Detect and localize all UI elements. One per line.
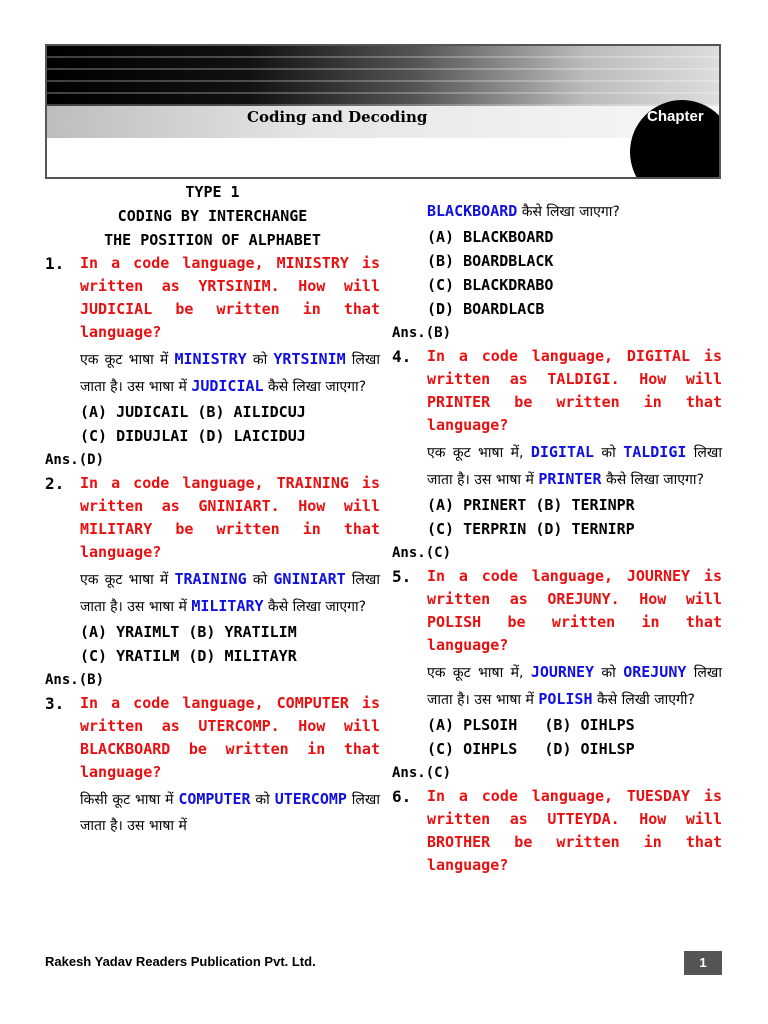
hindi-text: लिखा जाता है। उस भाषा में <box>80 352 381 395</box>
options-row: (A) JUDICAIL (B) AILIDCUJ <box>80 403 306 421</box>
code-word: POLISH <box>538 690 593 708</box>
hindi-text: एक कूट भाषा में, <box>427 665 531 681</box>
hindi-text: लिखा जाता है। उस भाषा में <box>80 792 381 834</box>
question-hindi <box>427 659 722 713</box>
chapter-header <box>45 44 721 179</box>
question-hindi <box>427 439 722 493</box>
code-word: JOURNEY <box>530 663 595 681</box>
answer: Ans.(B) <box>392 325 452 341</box>
hindi-text: कैसे लिखी जाएगी? <box>592 692 695 708</box>
hindi-text: को <box>594 445 624 461</box>
question-2 <box>45 472 380 620</box>
question-3-continued <box>392 198 722 225</box>
options-row: (C) TERPRIN (D) TERNIRP <box>427 520 635 538</box>
question-number: 2. <box>45 474 65 493</box>
hindi-text: कैसे लिखा जाएगा? <box>517 204 620 220</box>
option: (D) BOARDLACB <box>427 300 545 318</box>
question-number: 5. <box>392 567 412 586</box>
hindi-text: लिखा जाता है। उस भाषा में <box>427 445 722 488</box>
hindi-text: को <box>246 572 274 588</box>
hindi-text: लिखा जाता है। उस भाषा में <box>80 572 381 615</box>
question-english: In a code language, TUESDAY is written as UTTEYDA. How will BROTHER be written in that language? <box>427 787 722 874</box>
code-word: MINISTRY <box>174 350 247 368</box>
hindi-text: कैसे लिखा जाएगा? <box>601 472 704 488</box>
hindi-text: कैसे लिखा जाएगा? <box>263 379 367 395</box>
options-row: (C) OIHPLS (D) OIHLSP <box>427 740 635 758</box>
type-subheading: CODING BY INTERCHANGE <box>117 207 308 225</box>
answer: Ans.(D) <box>45 452 105 468</box>
hindi-text: एक कूट भाषा में, <box>427 445 531 461</box>
question-number: 3. <box>45 694 65 713</box>
hindi-text: किसी कूट भाषा में <box>80 792 179 808</box>
code-word: BLACKBOARD <box>427 202 518 220</box>
publisher-footer: Rakesh Yadav Readers Publication Pvt. Ltd. <box>45 954 316 969</box>
question-hindi <box>80 346 380 400</box>
code-word: OREJUNY <box>623 663 687 681</box>
options-row: (C) DIDUJLAI (D) LAICIDUJ <box>80 427 306 445</box>
code-word: TALDIGI <box>623 443 687 461</box>
hindi-text: को <box>594 665 624 681</box>
left-column <box>45 180 380 839</box>
hindi-text: लिखा जाता है। उस भाषा में <box>427 665 722 708</box>
type-heading: TYPE 1 <box>185 183 240 201</box>
hindi-text: को <box>250 792 275 808</box>
question-english: In a code language, DIGITAL is written as TALDIGI. How will PRINTER be written in that language? <box>427 347 722 434</box>
chapter-label: Chapter <box>647 108 704 125</box>
hindi-text: को <box>246 352 274 368</box>
question-3 <box>45 692 380 839</box>
code-word: DIGITAL <box>530 443 595 461</box>
code-word: UTERCOMP <box>274 790 347 808</box>
code-word: COMPUTER <box>178 790 251 808</box>
question-1 <box>45 252 380 400</box>
hindi-text: एक कूट भाषा में <box>80 352 175 368</box>
answer: Ans.(C) <box>392 545 452 561</box>
question-english: In a code language, TRAINING is written as GNINIART. How will MILITARY be written in that language? <box>80 474 380 561</box>
question-6 <box>392 785 722 877</box>
code-word: GNINIART <box>273 570 346 588</box>
answer: Ans.(C) <box>392 765 452 781</box>
hindi-text: एक कूट भाषा में <box>80 572 175 588</box>
question-hindi <box>80 786 380 839</box>
code-word: PRINTER <box>538 470 602 488</box>
answer: Ans.(B) <box>45 672 105 688</box>
question-hindi <box>427 198 722 225</box>
page-number: 1 <box>684 951 722 975</box>
code-word: TRAINING <box>174 570 247 588</box>
options-row: (A) PRINERT (B) TERINPR <box>427 496 635 514</box>
option: (C) BLACKDRABO <box>427 276 554 294</box>
code-word: MILITARY <box>191 597 264 615</box>
question-number: 1. <box>45 254 65 273</box>
header-stripes <box>47 46 719 106</box>
question-english: In a code language, COMPUTER is written as UTERCOMP. How will BLACKBOARD be written in that language? <box>80 694 380 781</box>
question-number: 6. <box>392 787 412 806</box>
question-english: In a code language, MINISTRY is written as YRTSINIM. How will JUDICIAL be written in that language? <box>80 254 380 341</box>
chapter-title: Coding and Decoding <box>247 108 428 126</box>
option: (B) BOARDBLACK <box>427 252 554 270</box>
question-hindi <box>80 566 380 620</box>
code-word: JUDICIAL <box>191 377 264 395</box>
question-english: In a code language, JOURNEY is written as OREJUNY. How will POLISH be written in that language? <box>427 567 722 654</box>
code-word: YRTSINIM <box>273 350 346 368</box>
question-4 <box>392 345 722 493</box>
options-row: (A) YRAIMLT (B) YRATILIM <box>80 623 297 641</box>
right-column <box>392 180 722 877</box>
type-subheading: THE POSITION OF ALPHABET <box>104 231 321 249</box>
hindi-text: कैसे लिखा जाएगा? <box>263 599 367 615</box>
question-5 <box>392 565 722 713</box>
option: (A) BLACKBOARD <box>427 228 554 246</box>
options-row: (A) PLSOIH (B) OIHLPS <box>427 716 635 734</box>
options-row: (C) YRATILM (D) MILITAYR <box>80 647 297 665</box>
question-number: 4. <box>392 347 412 366</box>
